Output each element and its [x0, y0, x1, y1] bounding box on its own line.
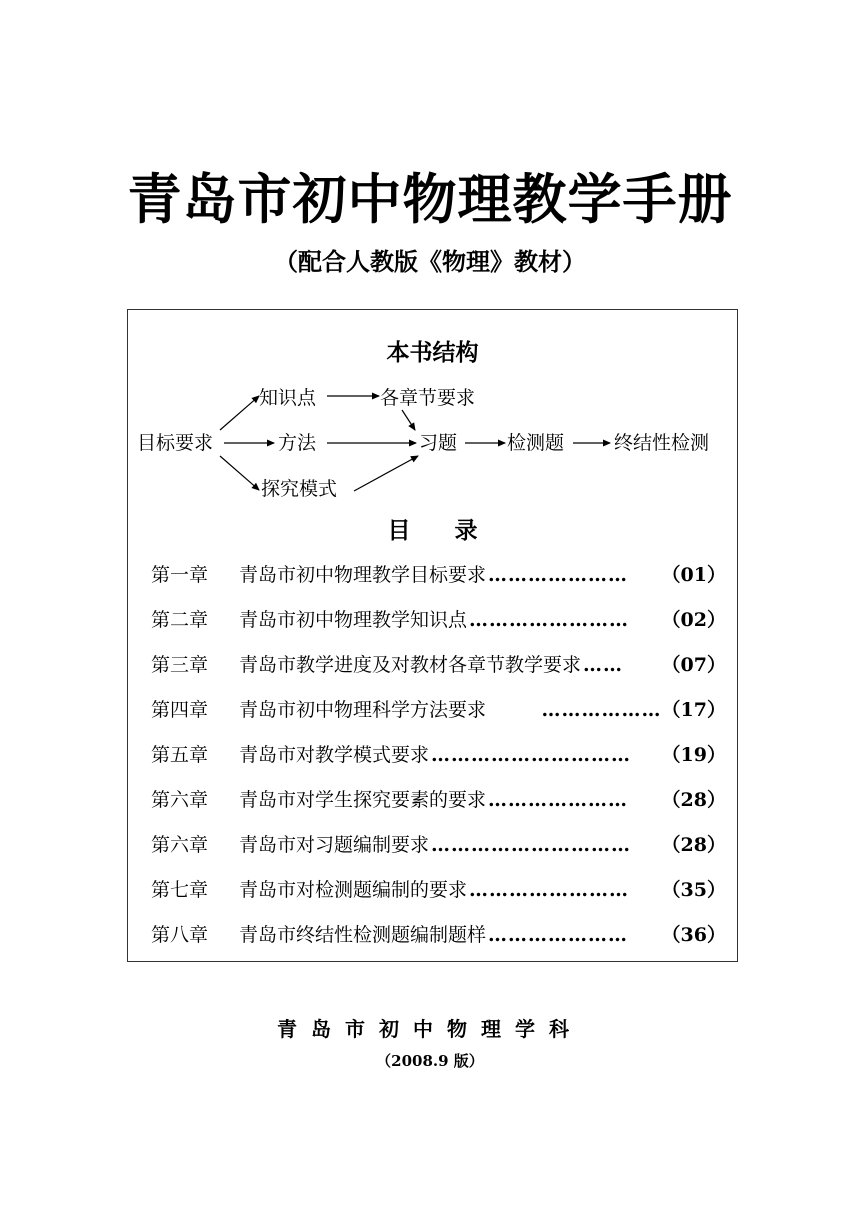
- toc-leader-dots: ………………: [541, 699, 662, 721]
- node-inquiry: 探究模式: [261, 478, 338, 500]
- toc-chapter-number: 第七章: [151, 879, 209, 901]
- toc-chapter-number: 第八章: [151, 924, 209, 946]
- toc-page-number: （36）: [661, 924, 726, 946]
- toc-list: [151, 561, 726, 966]
- toc-chapter-number: 第四章: [151, 699, 209, 721]
- node-goals: 目标要求: [137, 432, 214, 454]
- toc-chapter-number: 第五章: [151, 744, 209, 766]
- arrow-goals-inquiry: [220, 456, 259, 490]
- toc-item[interactable]: [151, 651, 726, 696]
- page-title: 青岛市初中物理教学手册: [127, 168, 733, 231]
- toc-leader-dots: ……………………: [469, 609, 630, 631]
- node-method: 方法: [278, 432, 317, 454]
- toc-chapter-title: 青岛市初中物理教学目标要求: [239, 564, 487, 586]
- toc-page-number: （02）: [661, 609, 726, 631]
- toc-chapter-title: 青岛市对检测题编制的要求: [239, 879, 468, 901]
- toc-chapter-number: 第三章: [151, 654, 209, 676]
- toc-item[interactable]: [151, 876, 726, 921]
- toc-item[interactable]: [151, 696, 726, 741]
- toc-leader-dots: …………………: [488, 924, 629, 946]
- toc-chapter-number: 第二章: [151, 609, 209, 631]
- node-knowledge: 知识点: [259, 387, 317, 409]
- toc-page-number: （01）: [661, 564, 726, 586]
- toc-item[interactable]: [151, 786, 726, 831]
- toc-item[interactable]: [151, 831, 726, 876]
- toc-leader-dots: ……………………: [469, 879, 630, 901]
- page-subtitle: （配合人教版《物理》教材）: [274, 247, 586, 276]
- arrow-chapter-exercise: [402, 410, 415, 430]
- toc-item[interactable]: [151, 561, 726, 606]
- toc-page-number: （28）: [661, 789, 726, 811]
- toc-chapter-number: 第一章: [151, 564, 209, 586]
- toc-chapter-number: 第六章: [151, 834, 209, 856]
- structure-heading: 本书结构: [386, 340, 479, 366]
- contents-frame: [127, 309, 738, 962]
- toc-item[interactable]: [151, 741, 726, 786]
- toc-leader-dots: …………………: [488, 789, 629, 811]
- toc-item[interactable]: [151, 606, 726, 651]
- footer-version: （2008.9 版）: [376, 1052, 484, 1070]
- toc-leader-dots: …………………………: [431, 744, 632, 766]
- node-chapter-requirements: 各章节要求: [380, 387, 476, 409]
- toc-chapter-title: 青岛市初中物理科学方法要求: [239, 699, 487, 721]
- toc-chapter-title: 青岛市初中物理教学知识点: [239, 609, 468, 631]
- node-final-test: 终结性检测: [614, 432, 710, 454]
- toc-chapter-title: 青岛市对习题编制要求: [239, 834, 430, 856]
- toc-chapter-title: 青岛市终结性检测题编制题样: [239, 924, 487, 946]
- toc-heading: 目 录: [387, 518, 478, 544]
- toc-page-number: （17）: [661, 699, 726, 721]
- toc-leader-dots: …………………………: [431, 834, 632, 856]
- toc-chapter-title: 青岛市对教学模式要求: [239, 744, 430, 766]
- toc-leader-dots: ……: [583, 654, 624, 676]
- footer-organization: 青岛市初中物理学科: [277, 1017, 583, 1041]
- toc-page-number: （07）: [661, 654, 726, 676]
- toc-page-number: （19）: [661, 744, 726, 766]
- node-test: 检测题: [507, 432, 565, 454]
- toc-chapter-number: 第六章: [151, 789, 209, 811]
- toc-item[interactable]: [151, 921, 726, 966]
- toc-leader-dots: …………………: [488, 564, 629, 586]
- arrow-goals-knowledge: [220, 396, 259, 430]
- node-exercise: 习题: [419, 432, 458, 454]
- toc-page-number: （35）: [661, 879, 726, 901]
- toc-page-number: （28）: [661, 834, 726, 856]
- arrow-inquiry-exercise: [354, 456, 418, 491]
- toc-chapter-title: 青岛市对学生探究要素的要求: [239, 789, 487, 811]
- toc-chapter-title: 青岛市教学进度及对教材各章节教学要求: [239, 654, 582, 676]
